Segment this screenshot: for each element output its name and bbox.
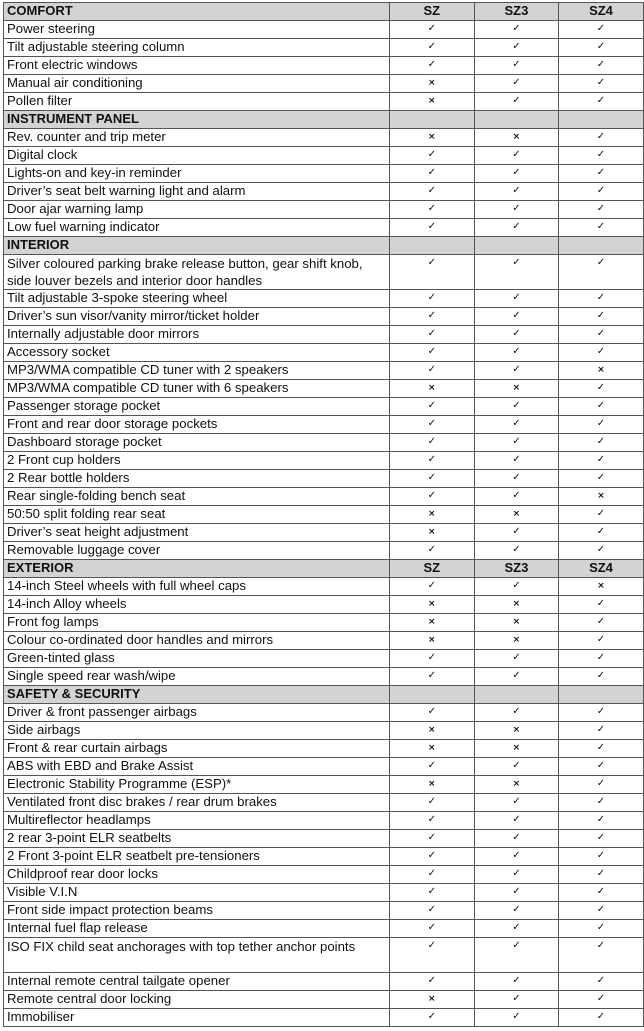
check-icon: ✓ [474,812,559,830]
check-icon: ✓ [559,57,644,75]
check-icon: ✓ [559,632,644,650]
table-row [4,290,644,308]
check-icon: ✓ [559,201,644,219]
table-row [4,848,644,866]
table-row [4,758,644,776]
check-icon: ✓ [559,326,644,344]
table-row [4,470,644,488]
cross-icon: × [559,578,644,596]
check-icon: ✓ [559,506,644,524]
column-header: SZ [390,560,475,578]
check-icon: ✓ [559,920,644,938]
table-row [4,506,644,524]
cross-icon: × [390,129,475,147]
cross-icon: × [474,722,559,740]
feature-label: Passenger storage pocket [4,398,390,416]
check-icon: ✓ [559,21,644,39]
table-row [4,362,644,380]
check-icon: ✓ [474,848,559,866]
spec-table [3,2,644,1027]
table-row [4,596,644,614]
table-row [4,938,644,973]
feature-label: Ventilated front disc brakes / rear drum brakes [4,794,390,812]
cross-icon: × [559,488,644,506]
check-icon: ✓ [474,1009,559,1027]
check-icon: ✓ [474,362,559,380]
check-icon: ✓ [559,255,644,290]
feature-label: Childproof rear door locks [4,866,390,884]
cross-icon: × [474,740,559,758]
table-row [4,1009,644,1027]
check-icon: ✓ [474,650,559,668]
table-row [4,39,644,57]
check-icon: ✓ [559,776,644,794]
feature-label: Front electric windows [4,57,390,75]
check-icon: ✓ [559,704,644,722]
check-icon: ✓ [390,488,475,506]
check-icon: ✓ [474,201,559,219]
cross-icon: × [474,776,559,794]
section-title: COMFORT [4,3,390,21]
feature-label: Low fuel warning indicator [4,219,390,237]
check-icon: ✓ [390,830,475,848]
check-icon: ✓ [390,219,475,237]
check-icon: ✓ [559,596,644,614]
check-icon: ✓ [390,938,475,973]
check-icon: ✓ [559,452,644,470]
check-icon: ✓ [474,416,559,434]
column-header [390,237,475,255]
check-icon: ✓ [390,147,475,165]
check-icon: ✓ [474,57,559,75]
feature-label: Driver’s sun visor/vanity mirror/ticket holder [4,308,390,326]
check-icon: ✓ [474,255,559,290]
check-icon: ✓ [474,219,559,237]
feature-label: 14-inch Alloy wheels [4,596,390,614]
cross-icon: × [390,991,475,1009]
feature-label: Green-tinted glass [4,650,390,668]
feature-label: Internal remote central tailgate opener [4,973,390,991]
check-icon: ✓ [559,434,644,452]
column-header: SZ4 [559,3,644,21]
check-icon: ✓ [390,362,475,380]
check-icon: ✓ [559,416,644,434]
feature-label: Colour co-ordinated door handles and mirrors [4,632,390,650]
check-icon: ✓ [390,1009,475,1027]
feature-label: Internally adjustable door mirrors [4,326,390,344]
check-icon: ✓ [390,183,475,201]
table-row [4,201,644,219]
check-icon: ✓ [559,848,644,866]
table-row [4,75,644,93]
feature-label: Single speed rear wash/wipe [4,668,390,686]
feature-label: Door ajar warning lamp [4,201,390,219]
feature-label: Electronic Stability Programme (ESP)* [4,776,390,794]
check-icon: ✓ [390,255,475,290]
check-icon: ✓ [474,470,559,488]
check-icon: ✓ [390,39,475,57]
section-header-interior [4,237,644,255]
check-icon: ✓ [390,794,475,812]
check-icon: ✓ [559,938,644,973]
check-icon: ✓ [559,973,644,991]
feature-label: 2 rear 3-point ELR seatbelts [4,830,390,848]
check-icon: ✓ [559,902,644,920]
table-row [4,973,644,991]
feature-label: Internal fuel flap release [4,920,390,938]
feature-label: Tilt adjustable 3-spoke steering wheel [4,290,390,308]
cross-icon: × [390,614,475,632]
feature-label: Immobiliser [4,1009,390,1027]
feature-label: Rear single-folding bench seat [4,488,390,506]
feature-label: Front side impact protection beams [4,902,390,920]
table-row [4,398,644,416]
table-row [4,452,644,470]
check-icon: ✓ [474,524,559,542]
feature-label: Lights-on and key-in reminder [4,165,390,183]
column-header [559,686,644,704]
table-row [4,830,644,848]
table-row [4,147,644,165]
table-row [4,93,644,111]
section-header-instrument-panel [4,111,644,129]
table-row [4,183,644,201]
check-icon: ✓ [559,668,644,686]
check-icon: ✓ [559,290,644,308]
check-icon: ✓ [559,722,644,740]
feature-label: Power steering [4,21,390,39]
check-icon: ✓ [390,290,475,308]
check-icon: ✓ [390,452,475,470]
check-icon: ✓ [390,668,475,686]
cross-icon: × [474,632,559,650]
table-row [4,255,644,290]
check-icon: ✓ [559,614,644,632]
table-row [4,632,644,650]
feature-label: ISO FIX child seat anchorages with top tether anchor points [4,938,390,973]
feature-label: Front & rear curtain airbags [4,740,390,758]
column-header [559,111,644,129]
cross-icon: × [390,75,475,93]
table-row [4,991,644,1009]
check-icon: ✓ [559,758,644,776]
check-icon: ✓ [559,794,644,812]
table-row [4,308,644,326]
feature-label: Driver & front passenger airbags [4,704,390,722]
feature-label: 50:50 split folding rear seat [4,506,390,524]
feature-label: Rev. counter and trip meter [4,129,390,147]
feature-label: MP3/WMA compatible CD tuner with 2 speakers [4,362,390,380]
column-header: SZ3 [474,560,559,578]
feature-label: Side airbags [4,722,390,740]
cross-icon: × [474,380,559,398]
column-header [474,111,559,129]
table-row [4,722,644,740]
feature-label: Removable luggage cover [4,542,390,560]
table-row [4,614,644,632]
feature-label: MP3/WMA compatible CD tuner with 6 speakers [4,380,390,398]
feature-label: Driver’s seat height adjustment [4,524,390,542]
table-row [4,326,644,344]
check-icon: ✓ [474,884,559,902]
check-icon: ✓ [559,470,644,488]
check-icon: ✓ [474,434,559,452]
check-icon: ✓ [474,398,559,416]
cross-icon: × [390,722,475,740]
check-icon: ✓ [559,991,644,1009]
cross-icon: × [390,524,475,542]
check-icon: ✓ [474,183,559,201]
feature-label: Dashboard storage pocket [4,434,390,452]
table-row [4,21,644,39]
check-icon: ✓ [474,147,559,165]
spec-table-body [4,3,644,1027]
check-icon: ✓ [390,704,475,722]
column-header: SZ3 [474,3,559,21]
check-icon: ✓ [559,93,644,111]
check-icon: ✓ [390,326,475,344]
check-icon: ✓ [390,57,475,75]
check-icon: ✓ [559,524,644,542]
table-row [4,434,644,452]
cross-icon: × [390,380,475,398]
check-icon: ✓ [559,147,644,165]
table-row [4,524,644,542]
check-icon: ✓ [390,578,475,596]
check-icon: ✓ [390,434,475,452]
feature-label: Visible V.I.N [4,884,390,902]
check-icon: ✓ [559,812,644,830]
table-row [4,219,644,237]
check-icon: ✓ [390,470,475,488]
check-icon: ✓ [474,794,559,812]
check-icon: ✓ [474,866,559,884]
check-icon: ✓ [559,183,644,201]
check-icon: ✓ [474,290,559,308]
feature-label: Manual air conditioning [4,75,390,93]
check-icon: ✓ [390,973,475,991]
feature-label: Pollen filter [4,93,390,111]
check-icon: ✓ [390,542,475,560]
cross-icon: × [474,506,559,524]
cross-icon: × [390,632,475,650]
feature-label: Multireflector headlamps [4,812,390,830]
cross-icon: × [474,614,559,632]
feature-label: Digital clock [4,147,390,165]
section-title: INTERIOR [4,237,390,255]
table-row [4,129,644,147]
check-icon: ✓ [390,812,475,830]
table-row [4,794,644,812]
table-row [4,704,644,722]
check-icon: ✓ [474,326,559,344]
check-icon: ✓ [559,740,644,758]
check-icon: ✓ [390,416,475,434]
feature-label: Front and rear door storage pockets [4,416,390,434]
check-icon: ✓ [474,830,559,848]
check-icon: ✓ [474,920,559,938]
check-icon: ✓ [474,308,559,326]
table-row [4,884,644,902]
check-icon: ✓ [559,866,644,884]
feature-label: 2 Rear bottle holders [4,470,390,488]
check-icon: ✓ [559,344,644,362]
check-icon: ✓ [474,344,559,362]
table-row [4,866,644,884]
table-row [4,57,644,75]
check-icon: ✓ [474,578,559,596]
check-icon: ✓ [474,902,559,920]
check-icon: ✓ [390,866,475,884]
check-icon: ✓ [474,21,559,39]
check-icon: ✓ [559,1009,644,1027]
check-icon: ✓ [390,848,475,866]
check-icon: ✓ [390,165,475,183]
check-icon: ✓ [559,308,644,326]
cross-icon: × [390,740,475,758]
section-title: EXTERIOR [4,560,390,578]
check-icon: ✓ [559,884,644,902]
check-icon: ✓ [390,344,475,362]
check-icon: ✓ [474,973,559,991]
table-row [4,165,644,183]
check-icon: ✓ [474,704,559,722]
table-row [4,920,644,938]
check-icon: ✓ [390,758,475,776]
check-icon: ✓ [559,165,644,183]
feature-label: Accessory socket [4,344,390,362]
check-icon: ✓ [474,488,559,506]
feature-label: Remote central door locking [4,991,390,1009]
feature-label: Front fog lamps [4,614,390,632]
feature-label: 14-inch Steel wheels with full wheel caps [4,578,390,596]
check-icon: ✓ [390,308,475,326]
check-icon: ✓ [559,830,644,848]
feature-label: 2 Front 3-point ELR seatbelt pre-tensioners [4,848,390,866]
check-icon: ✓ [474,991,559,1009]
section-header-exterior [4,560,644,578]
check-icon: ✓ [474,542,559,560]
table-row [4,668,644,686]
table-row [4,578,644,596]
section-title: SAFETY & SECURITY [4,686,390,704]
feature-label: Silver coloured parking brake release button, gear shift knob, side louver bezels and interior door handles [4,255,390,290]
check-icon: ✓ [559,129,644,147]
cross-icon: × [474,596,559,614]
cross-icon: × [559,362,644,380]
check-icon: ✓ [474,758,559,776]
column-header [474,686,559,704]
feature-label: 2 Front cup holders [4,452,390,470]
cross-icon: × [390,596,475,614]
check-icon: ✓ [390,920,475,938]
check-icon: ✓ [474,93,559,111]
table-row [4,488,644,506]
check-icon: ✓ [559,380,644,398]
check-icon: ✓ [390,201,475,219]
cross-icon: × [390,506,475,524]
feature-label: Tilt adjustable steering column [4,39,390,57]
column-header: SZ4 [559,560,644,578]
check-icon: ✓ [559,542,644,560]
check-icon: ✓ [474,452,559,470]
section-title: INSTRUMENT PANEL [4,111,390,129]
table-row [4,380,644,398]
column-header [390,686,475,704]
cross-icon: × [474,129,559,147]
check-icon: ✓ [474,668,559,686]
column-header [390,111,475,129]
check-icon: ✓ [390,650,475,668]
check-icon: ✓ [474,39,559,57]
check-icon: ✓ [474,75,559,93]
section-header-safety-security [4,686,644,704]
column-header [474,237,559,255]
table-row [4,776,644,794]
section-header-comfort [4,3,644,21]
table-row [4,344,644,362]
check-icon: ✓ [390,398,475,416]
table-row [4,542,644,560]
table-row [4,812,644,830]
check-icon: ✓ [474,165,559,183]
column-header [559,237,644,255]
table-row [4,902,644,920]
check-icon: ✓ [390,21,475,39]
check-icon: ✓ [559,219,644,237]
feature-label: Driver’s seat belt warning light and alarm [4,183,390,201]
cross-icon: × [390,776,475,794]
check-icon: ✓ [559,75,644,93]
table-row [4,650,644,668]
check-icon: ✓ [559,39,644,57]
table-row [4,740,644,758]
check-icon: ✓ [559,398,644,416]
check-icon: ✓ [474,938,559,973]
column-header: SZ [390,3,475,21]
feature-label: ABS with EBD and Brake Assist [4,758,390,776]
check-icon: ✓ [559,650,644,668]
table-row [4,416,644,434]
cross-icon: × [390,93,475,111]
check-icon: ✓ [390,902,475,920]
check-icon: ✓ [390,884,475,902]
